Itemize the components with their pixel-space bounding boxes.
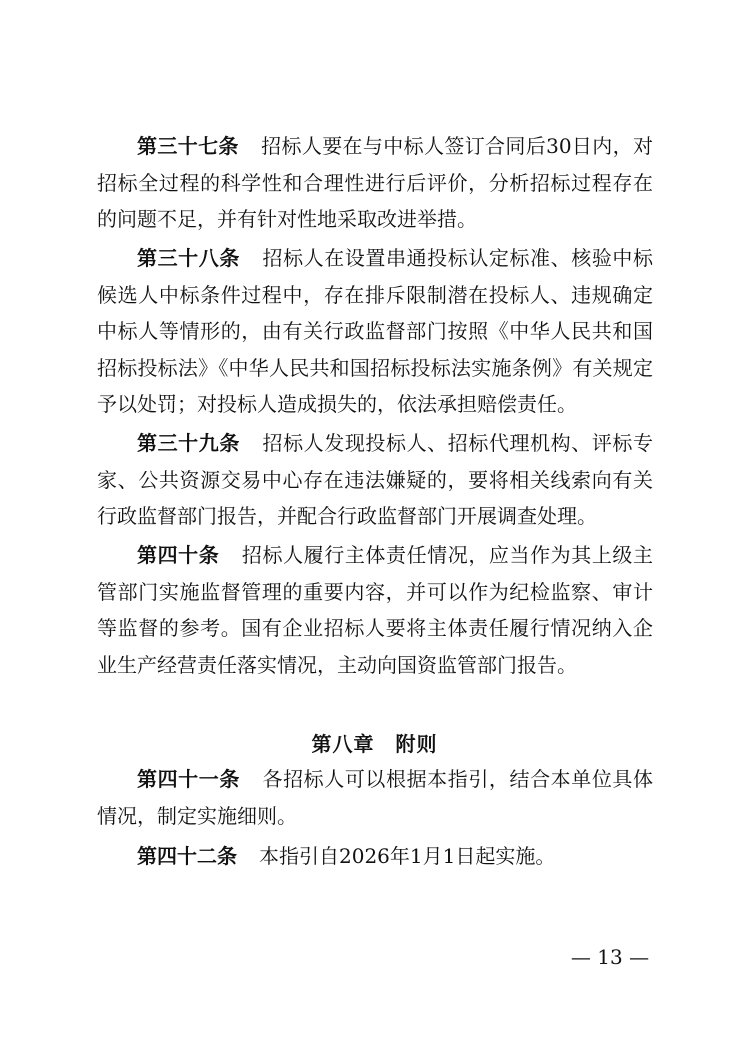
article-text: 招标人履行主体责任情况，应当作为其上级主管部门实施监督管理的重要内容，并可以作为纪检监察、审计等监督的参考。国有企业招标人要将主体责任履行情况纳入企业生产经营责任落实情况，主动向国资监管部门报告。 [97, 543, 654, 677]
article-text: 招标人在设置串通投标认定标准、核验中标候选人中标条件过程中，存在排斥限制潜在投标人、违规确定中标人等情形的，由有关行政监督部门按照《中华人民共和国招标投标法》《中华人民共和国招标投标法实施条例》有关规定予以处罚；对投标人造成损失的，依法承担赔偿责任。 [97, 246, 654, 416]
article-text: 各招标人可以根据本指引，结合本单位具体情况，制定实施细则。 [97, 767, 654, 828]
chapter-heading: 第八章 附则 [311, 732, 438, 756]
article-label: 第三十八条 [137, 246, 240, 270]
article-label: 第三十九条 [137, 431, 240, 455]
article-42 [97, 838, 653, 875]
article-39 [97, 425, 653, 535]
article-38 [97, 240, 653, 423]
article-text: 招标人发现投标人、招标代理机构、评标专家、公共资源交易中心存在违法嫌疑的，要将相关线索向有关行政监督部门报告，并配合行政监督部门开展调查处理。 [97, 431, 654, 528]
article-40 [97, 537, 653, 683]
article-label: 第四十条 [137, 543, 220, 567]
article-label: 第四十一条 [137, 767, 240, 791]
article-text: 招标人要在与中标人签订合同后30日内，对招标全过程的科学性和合理性进行后评价，分析招标过程存在的问题不足，并有针对性地采取改进举措。 [97, 134, 653, 231]
article-37 [97, 128, 653, 238]
article-text: 本指引自2026年1月1日起实施。 [259, 844, 556, 868]
page-number: — 13 — [570, 945, 650, 969]
article-label: 第四十二条 [137, 844, 237, 868]
article-41 [97, 761, 653, 834]
article-label: 第三十七条 [137, 134, 239, 158]
